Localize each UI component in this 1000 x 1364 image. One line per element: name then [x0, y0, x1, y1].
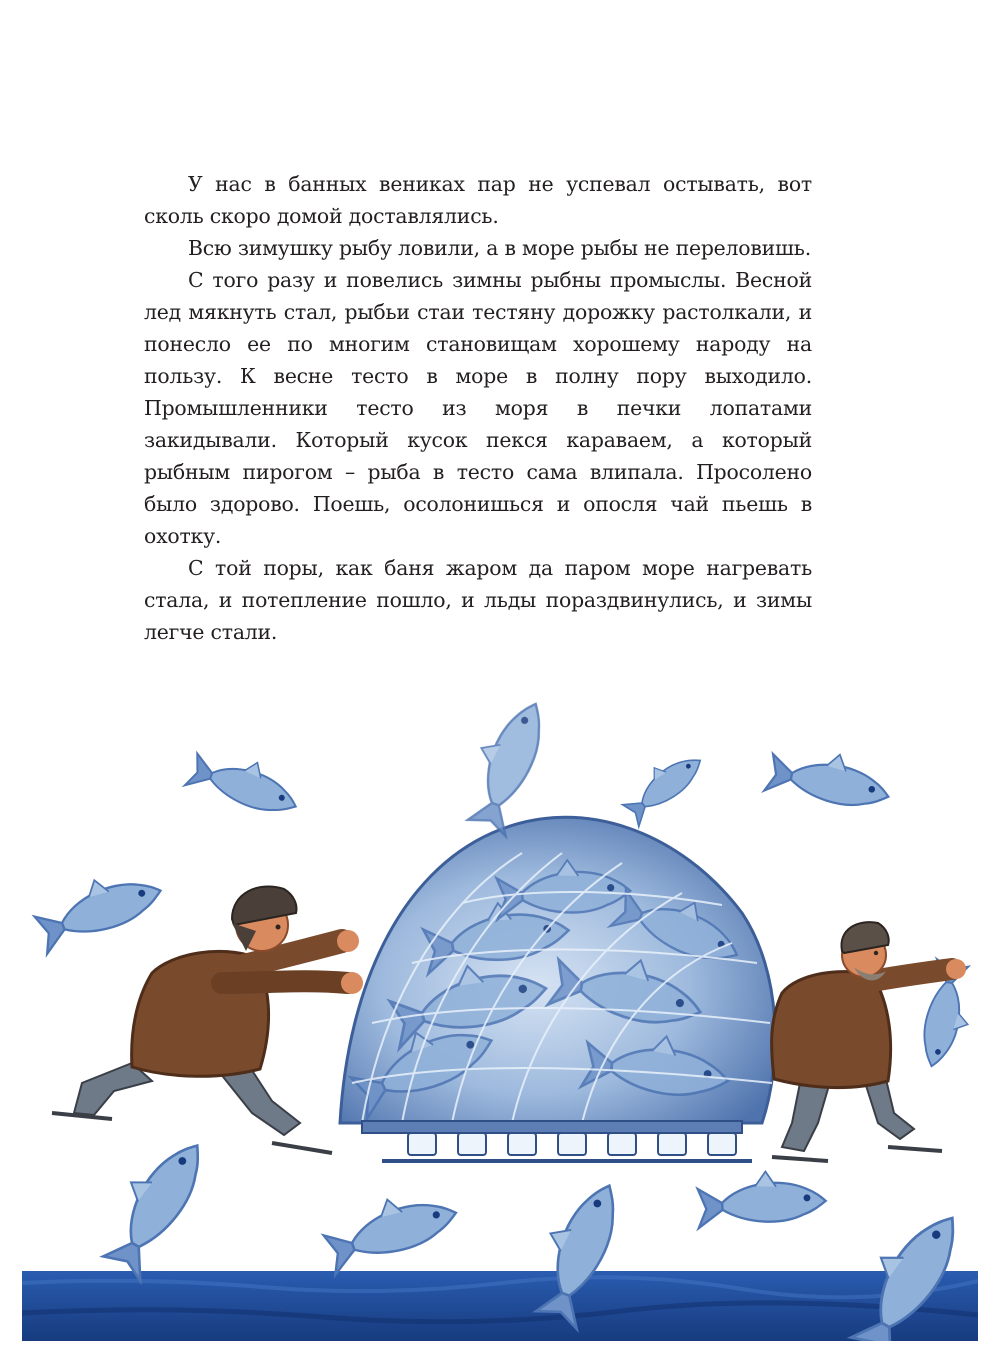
illustration-fishermen-sled [22, 683, 978, 1341]
paragraph-3: С того разу и повелись зимны рыбны промыслы. Весной лед мякнуть стал, рыбьи стаи тестяну дорожку растолкали, и понесло ее по многим становищам хорошему народу на пользу. К весне тесто в море в полну пору выходило. Промышленники тесто из моря в печки лопатами закидывали. Который кусок пекся караваем, а который рыбным пирогом – рыба в тесто сама влипала. Просолено было здорово. Поешь, осолонишься и опосля чай пьешь в охотку. [144, 268, 812, 548]
story-text [144, 168, 812, 648]
paragraph-1: У нас в банных вениках пар не успевал остывать, вот сколь скоро домой доставлялись. [144, 172, 812, 228]
paragraph-4: С той поры, как баня жаром да паром море нагревать стала, и потепление пошло, и льды пораздвинулись, и зимы легче стали. [144, 556, 812, 644]
paragraph-2: Всю зимушку рыбу ловили, а в море рыбы не переловишь. [188, 236, 811, 260]
